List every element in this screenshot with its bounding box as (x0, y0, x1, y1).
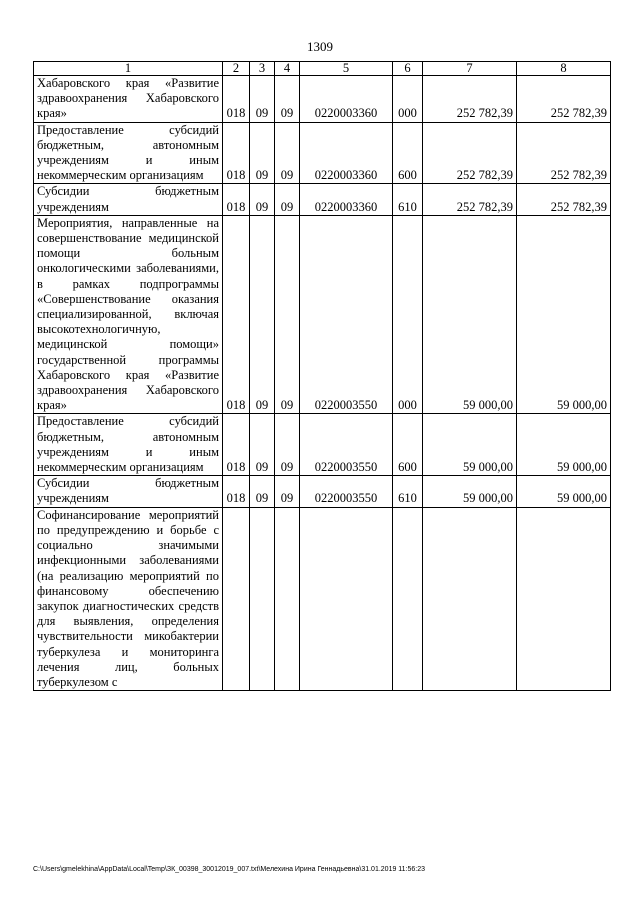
target-article-code: 0220003550 (300, 414, 393, 476)
row-description: Предоставление субсидий бюджетным, автономным учреждениям и иным некоммерческим организациям (34, 122, 223, 184)
section-code: 09 (250, 414, 275, 476)
amount-col-7: 59 000,00 (423, 476, 517, 507)
expense-type-code: 610 (393, 476, 423, 507)
target-article-code: 0220003360 (300, 184, 393, 215)
ministry-code: 018 (223, 76, 250, 123)
amount-col-7: 252 782,39 (423, 184, 517, 215)
section-code: 09 (250, 184, 275, 215)
target-article-code (300, 507, 393, 690)
row-description: Предоставление субсидий бюджетным, автономным учреждениям и иным некоммерческим организациям (34, 414, 223, 476)
subsection-code: 09 (275, 476, 300, 507)
amount-col-8: 252 782,39 (517, 184, 611, 215)
ministry-code (223, 507, 250, 690)
expense-type-code: 000 (393, 76, 423, 123)
page-number: 1309 (307, 39, 333, 54)
table-row (34, 184, 611, 215)
col-header-4: 4 (275, 62, 300, 76)
table-row (34, 76, 611, 123)
expense-type-code (393, 507, 423, 690)
target-article-code: 0220003550 (300, 476, 393, 507)
ministry-code: 018 (223, 414, 250, 476)
subsection-code: 09 (275, 184, 300, 215)
amount-col-8: 59 000,00 (517, 476, 611, 507)
amount-col-8: 59 000,00 (517, 215, 611, 414)
subsection-code: 09 (275, 76, 300, 123)
col-header-5: 5 (300, 62, 393, 76)
table-row (34, 215, 611, 414)
section-code: 09 (250, 122, 275, 184)
amount-col-7: 252 782,39 (423, 122, 517, 184)
col-header-6: 6 (393, 62, 423, 76)
table-row (34, 507, 611, 690)
ministry-code: 018 (223, 122, 250, 184)
target-article-code: 0220003360 (300, 76, 393, 123)
col-header-3: 3 (250, 62, 275, 76)
target-article-code: 0220003550 (300, 215, 393, 414)
amount-col-8 (517, 507, 611, 690)
amount-col-8: 252 782,39 (517, 122, 611, 184)
amount-col-7: 59 000,00 (423, 215, 517, 414)
table-header-row (34, 62, 611, 76)
expense-type-code: 610 (393, 184, 423, 215)
col-header-2: 2 (223, 62, 250, 76)
subsection-code: 09 (275, 215, 300, 414)
expense-type-code: 000 (393, 215, 423, 414)
table-row (34, 414, 611, 476)
section-code: 09 (250, 476, 275, 507)
row-description: Субсидии бюджетным учреждениям (34, 476, 223, 507)
ministry-code: 018 (223, 215, 250, 414)
col-header-8: 8 (517, 62, 611, 76)
amount-col-7: 252 782,39 (423, 76, 517, 123)
section-code: 09 (250, 215, 275, 414)
col-header-7: 7 (423, 62, 517, 76)
amount-col-7: 59 000,00 (423, 414, 517, 476)
file-path-footer: C:\Users\gmelekhina\AppData\Local\Temp\ЗК_00398_30012019_007.txt\Мелехина Ирина Геннадьевна\31.01.2019 11:56:23 (33, 866, 426, 873)
section-code: 09 (250, 76, 275, 123)
section-code (250, 507, 275, 690)
table-row (34, 122, 611, 184)
expense-type-code: 600 (393, 414, 423, 476)
row-description: Субсидии бюджетным учреждениям (34, 184, 223, 215)
row-description: Софинансирование мероприятий по предупреждению и борьбе с социально значимыми инфекционными заболеваниями (на реализацию мероприятий по финансовому обеспечению закупок диагностических средств для выявления, определения чувствительности микобактерии туберкулеза и мониторинга лечения лиц, больных туберкулезом с (34, 507, 223, 690)
target-article-code: 0220003360 (300, 122, 393, 184)
subsection-code (275, 507, 300, 690)
ministry-code: 018 (223, 476, 250, 507)
col-header-1: 1 (34, 62, 223, 76)
subsection-code: 09 (275, 414, 300, 476)
amount-col-7 (423, 507, 517, 690)
amount-col-8: 252 782,39 (517, 76, 611, 123)
ministry-code: 018 (223, 184, 250, 215)
expense-type-code: 600 (393, 122, 423, 184)
row-description: Хабаровского края «Развитие здравоохранения Хабаровского края» (34, 76, 223, 123)
row-description: Мероприятия, направленные на совершенствование медицинской помощи больным онкологическими заболеваниями, в рамках подпрограммы «Совершенствование оказания специализированной, включая высокотехнологичную, медицинской помощи» государственной программы Хабаровского края «Развитие здравоохранения Хабаровского края» (34, 215, 223, 414)
table-row (34, 476, 611, 507)
budget-table (33, 61, 611, 691)
amount-col-8: 59 000,00 (517, 414, 611, 476)
subsection-code: 09 (275, 122, 300, 184)
